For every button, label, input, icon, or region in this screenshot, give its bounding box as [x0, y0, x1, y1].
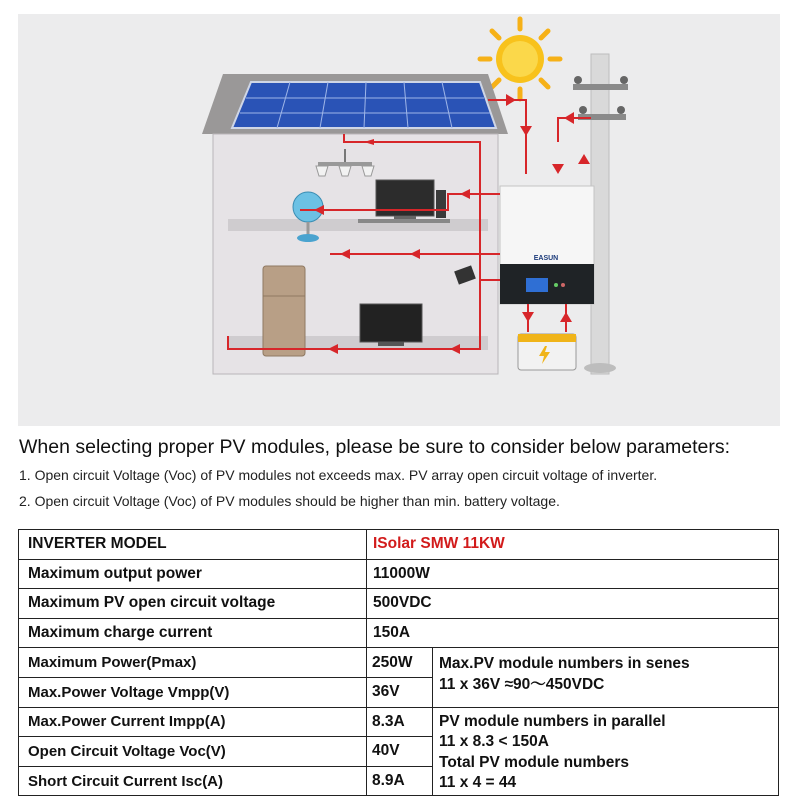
series-note-cell: [433, 648, 779, 707]
inverter-brand-label: EASUN: [533, 255, 559, 262]
inverter-icon: [500, 186, 594, 304]
table-row: [19, 559, 779, 589]
page-heading: When selecting proper PV modules, please be sure to consider below parameters:: [19, 436, 731, 458]
table-row: [19, 618, 779, 648]
note-voc-min: 2. Open circuit Voltage (Voc) of PV modules should be higher than min. battery voltage.: [19, 493, 560, 509]
total-note-calc: 11 x 4 = 44: [439, 774, 517, 792]
row-label: Maximum charge current: [19, 618, 367, 648]
row-value: 500VDC: [367, 589, 779, 619]
row-value: 40V: [367, 737, 433, 767]
series-note-calc: 11 x 36V ≈90～450VDC: [439, 676, 605, 694]
series-note-title: Max.PV module numbers in senes: [439, 655, 690, 673]
row-label: Open Circuit Voltage Voc(V): [19, 737, 367, 767]
row-label: Maximum output power: [19, 559, 367, 589]
row-label: Short Circuit Current Isc(A): [19, 766, 367, 796]
row-value: 36V: [367, 677, 433, 707]
battery-icon: [518, 334, 576, 370]
table-row: [19, 589, 779, 619]
row-value: 8.9A: [367, 766, 433, 796]
row-label: Maximum Power(Pmax): [19, 648, 367, 678]
table-row: [19, 707, 779, 737]
row-value: 11000W: [367, 559, 779, 589]
row-label: Max.Power Current Impp(A): [19, 707, 367, 737]
total-note-title: Total PV module numbers: [439, 753, 630, 771]
row-value: 150A: [367, 618, 779, 648]
row-label: Max.Power Voltage Vmpp(V): [19, 677, 367, 707]
note-voc-max: 1. Open circuit Voltage (Voc) of PV modules not exceeds max. PV array open circuit voltage of inverter.: [19, 467, 658, 483]
solar-system-illustration: [18, 14, 780, 426]
row-label: INVERTER MODEL: [19, 530, 367, 560]
refrigerator-icon: [263, 266, 305, 356]
table-row: [19, 530, 779, 560]
row-value: 250W: [367, 648, 433, 678]
parallel-note-title: PV module numbers in parallel: [439, 712, 666, 730]
solar-panel-icon: [232, 82, 496, 128]
spec-table: [18, 529, 779, 796]
parallel-note-calc: 11 x 8.3 < 150A: [439, 733, 549, 751]
television-icon: [360, 304, 422, 346]
table-row: [19, 648, 779, 678]
parallel-note-cell: [433, 707, 779, 796]
row-value: 8.3A: [367, 707, 433, 737]
row-label: Maximum PV open circuit voltage: [19, 589, 367, 619]
inverter-model-value: ISolar SMW 11KW: [367, 530, 779, 560]
